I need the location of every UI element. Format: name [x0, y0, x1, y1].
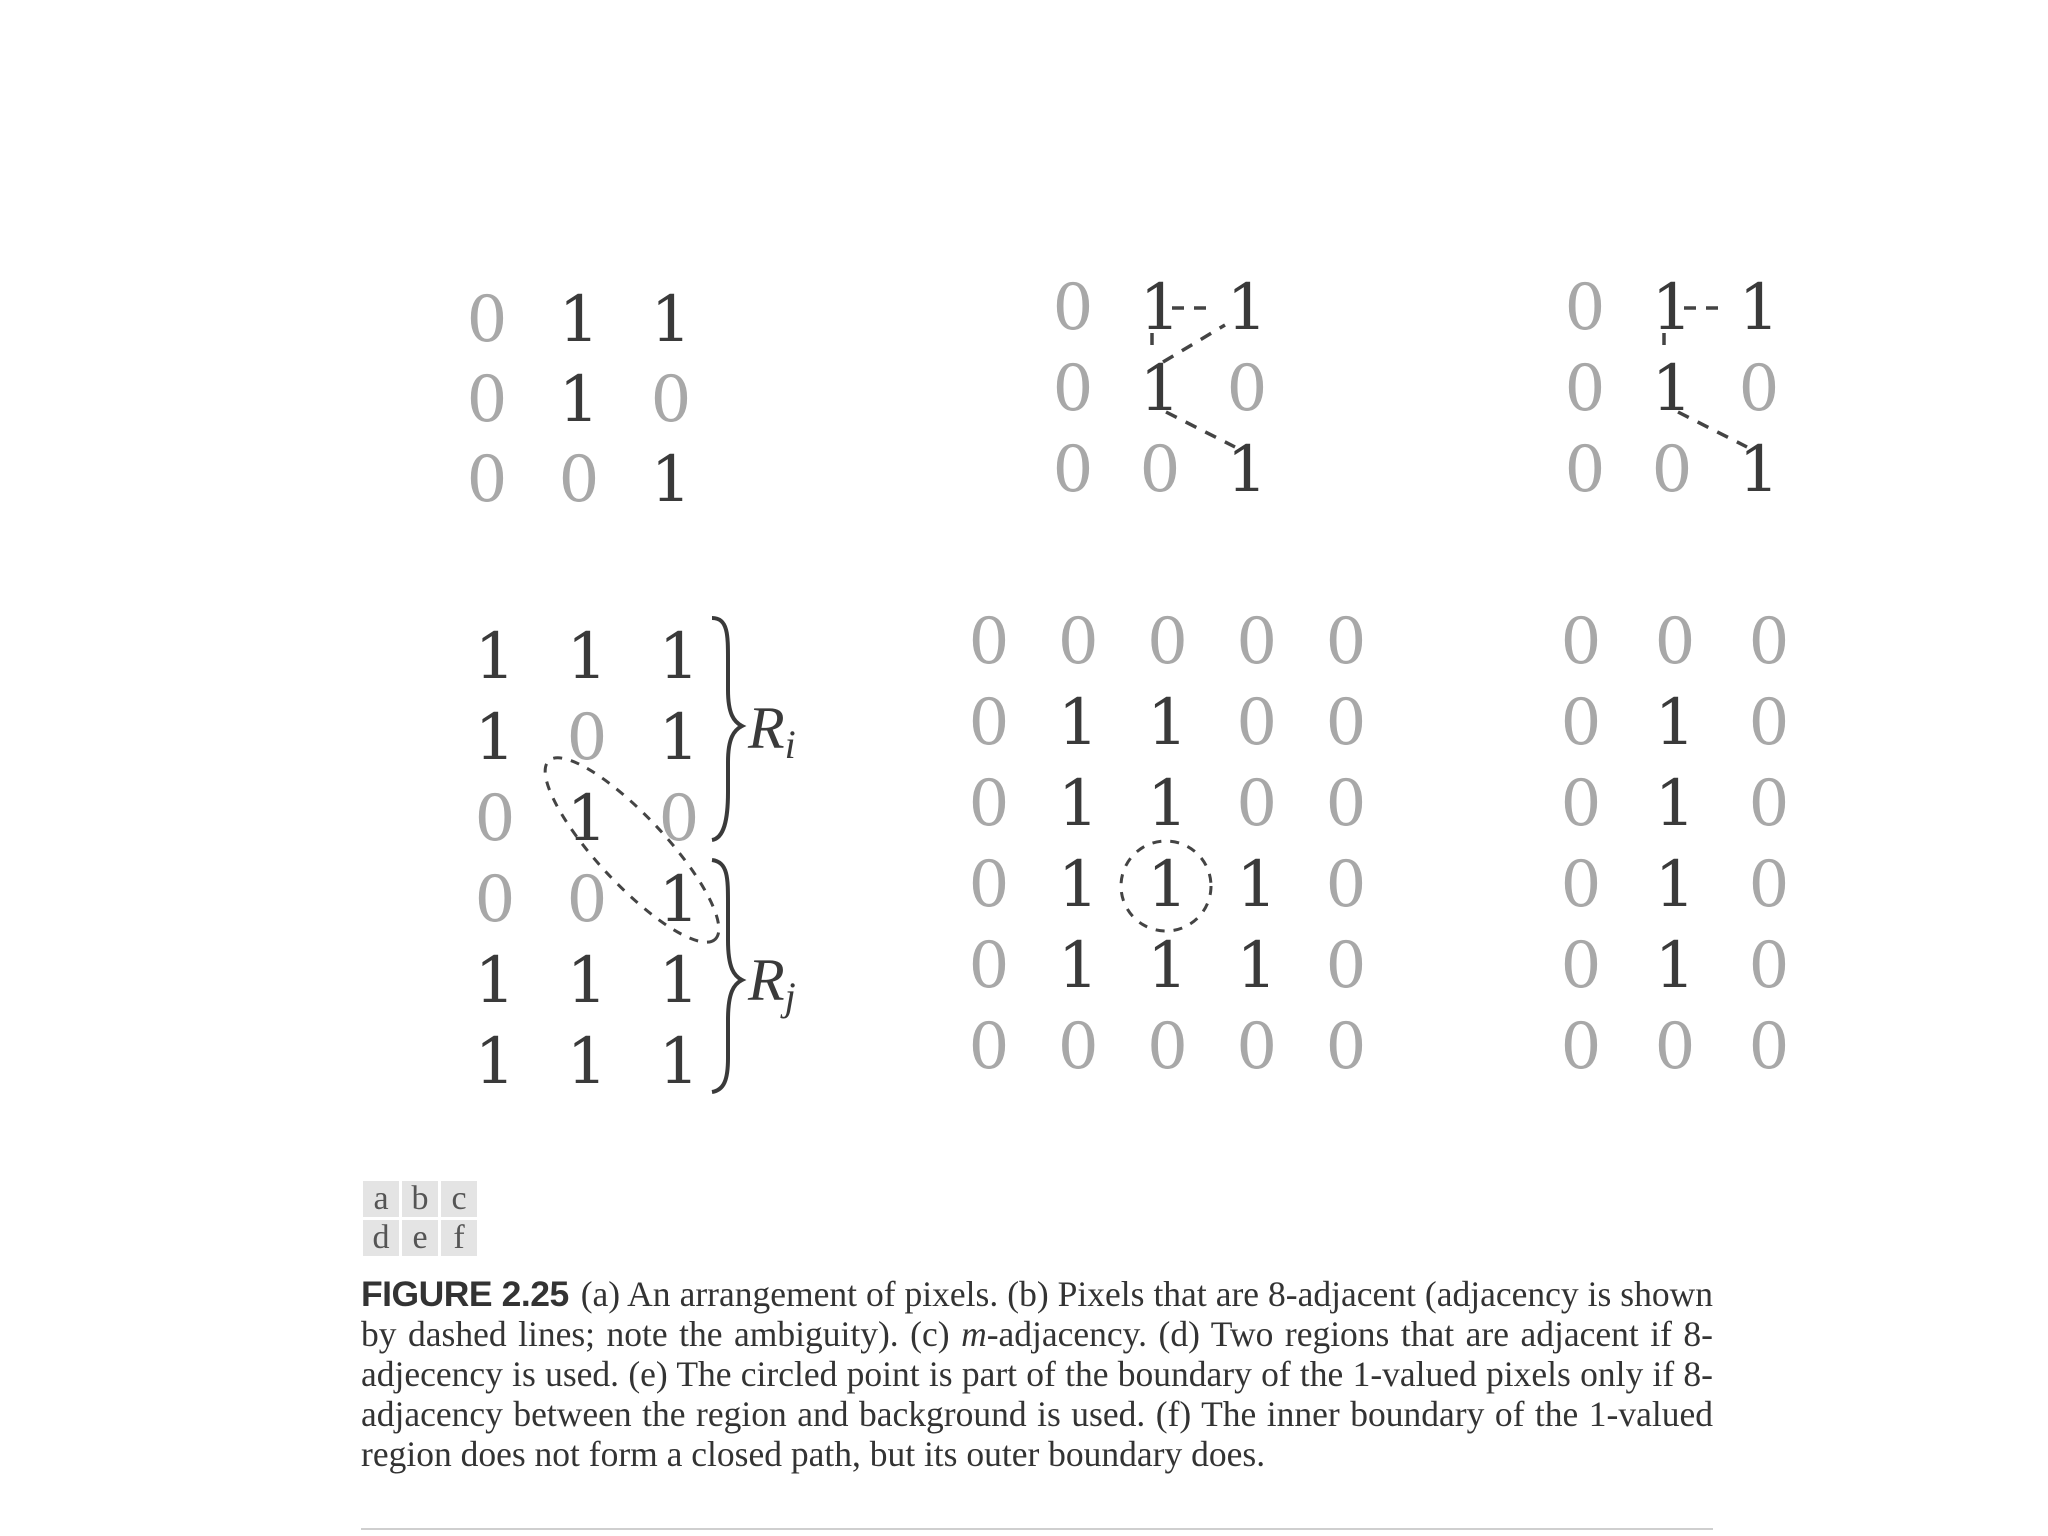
pixel-value: 0	[1147, 1010, 1188, 1084]
pixel-value: 0	[1564, 352, 1606, 426]
panel-e-grid	[969, 605, 1367, 1084]
panel-key-cell: d	[363, 1220, 399, 1256]
pixel-value: 0	[1325, 848, 1367, 922]
pixel-value: 0	[466, 283, 508, 357]
pixel-value: 1	[474, 701, 516, 775]
pixel-value: 1	[566, 782, 608, 856]
pixel-value: 0	[1560, 767, 1602, 841]
region-label-rj: $R_j$	[748, 947, 796, 1019]
pixel-value: 0	[1560, 605, 1602, 679]
pixel-value: 1	[658, 701, 700, 775]
pixel-value: 1	[1654, 686, 1696, 760]
pixel-value: 0	[650, 363, 692, 437]
caption-m-term: m	[961, 1314, 987, 1354]
pixel-value: 1	[1147, 686, 1188, 760]
pixel-value: 1	[658, 620, 700, 694]
pixel-value: 1	[1651, 271, 1693, 345]
pixel-value: 1	[566, 944, 608, 1018]
pixel-value: 0	[1560, 686, 1602, 760]
figure-label: FIGURE 2.25	[361, 1274, 569, 1314]
pixel-value: 1	[1057, 767, 1099, 841]
lower-brace	[712, 860, 742, 1092]
pixel-value: 0	[968, 929, 1010, 1003]
pixel-value: 1	[658, 1025, 700, 1099]
pixel-value: 1	[1139, 271, 1181, 345]
panel-key-cell: f	[441, 1220, 477, 1256]
pixel-value: 1	[474, 620, 516, 694]
pixel-value: 0	[1748, 686, 1790, 760]
pixel-value: 1	[1236, 848, 1278, 922]
pixel-value: 0	[1560, 848, 1602, 922]
pixel-value: 0	[1748, 1010, 1790, 1084]
pixel-value: 0	[1325, 605, 1367, 679]
pixel-value: 1	[1226, 271, 1268, 345]
figure-caption	[361, 1274, 1713, 1474]
panel-key-cell: a	[363, 1181, 399, 1217]
pixel-value: 1	[1139, 352, 1181, 426]
pixel-value: 1	[1147, 848, 1188, 922]
caption-text-part1: (a) An arrangement of pixels. (b) Pixels that are 8-adjacent (adjacency is shown by dashed lines; note the ambiguity). (c)	[361, 1274, 1713, 1354]
pixel-value: 0	[968, 1010, 1010, 1084]
pixel-value: 1	[1738, 433, 1780, 507]
pixel-value: 1	[1654, 767, 1696, 841]
panel-f-grid	[1561, 605, 1790, 1084]
pixel-value: 0	[466, 443, 508, 517]
pixel-value: 0	[1325, 929, 1367, 1003]
pixel-value: 0	[1057, 605, 1099, 679]
pixel-value: 0	[1139, 433, 1181, 507]
pixel-value: 0	[1325, 686, 1367, 760]
panel-key-cell: c	[441, 1181, 477, 1217]
panel-key	[360, 1178, 480, 1259]
panel-d-diagonal-ellipse	[524, 738, 740, 963]
pixel-value: 1	[1057, 848, 1099, 922]
pixel-value: 0	[1057, 1010, 1099, 1084]
pixel-value: 0	[1560, 1010, 1602, 1084]
pixel-value: 0	[968, 605, 1010, 679]
pixel-value: 0	[1738, 352, 1780, 426]
pixel-value: 1	[558, 363, 600, 437]
pixel-value: 0	[1236, 605, 1278, 679]
pixel-value: 1	[1654, 929, 1696, 1003]
caption-rule	[361, 1528, 1713, 1530]
pixel-value: 1	[566, 1025, 608, 1099]
pixel-value: 0	[1325, 767, 1367, 841]
pixel-value: 1	[1057, 686, 1099, 760]
pixel-value: 0	[466, 363, 508, 437]
pixel-value: 1	[658, 944, 700, 1018]
pixel-value: 0	[566, 863, 608, 937]
pixel-value: 0	[474, 863, 516, 937]
pixel-value: 0	[968, 848, 1010, 922]
pixel-value: 1	[474, 944, 516, 1018]
pixel-value: 0	[474, 782, 516, 856]
pixel-value: 0	[558, 443, 600, 517]
pixel-value: 0	[1748, 605, 1790, 679]
pixel-value: 0	[1236, 686, 1278, 760]
region-label-ri: $R_i$	[748, 695, 796, 767]
pixel-value: 1	[1226, 433, 1268, 507]
pixel-value: 0	[566, 701, 608, 775]
pixel-value: 1	[1654, 848, 1696, 922]
pixel-value: 0	[968, 686, 1010, 760]
pixel-value: 0	[1651, 433, 1693, 507]
panel-b-grid	[1053, 271, 1268, 507]
pixel-value: 0	[1325, 1010, 1367, 1084]
panel-d-grid	[475, 620, 700, 1099]
pixel-value: 0	[1052, 352, 1094, 426]
panel-d-braces	[712, 618, 742, 1092]
pixel-value: 1	[1057, 929, 1099, 1003]
pixel-grids	[467, 271, 1790, 1099]
pixel-value: 1	[474, 1025, 516, 1099]
pixel-value: 1	[650, 443, 692, 517]
pixel-value: 0	[1147, 605, 1188, 679]
pixel-value: 0	[1748, 767, 1790, 841]
pixel-value: 0	[1748, 848, 1790, 922]
pixel-value: 1	[1738, 271, 1780, 345]
panel-key-cell: e	[402, 1220, 438, 1256]
pixel-value: 0	[1052, 433, 1094, 507]
pixel-value: 1	[658, 863, 700, 937]
pixel-value: 0	[1654, 1010, 1696, 1084]
pixel-value: 0	[1654, 605, 1696, 679]
pixel-value: 1	[1147, 929, 1188, 1003]
pixel-value: 0	[658, 782, 700, 856]
pixel-value: 0	[1052, 271, 1094, 345]
pixel-value: 1	[566, 620, 608, 694]
panel-c-grid	[1565, 271, 1780, 507]
pixel-value: 0	[1564, 271, 1606, 345]
pixel-value: 0	[1236, 767, 1278, 841]
pixel-value: 0	[968, 767, 1010, 841]
panel-a-grid	[467, 283, 692, 517]
pixel-value: 1	[1236, 929, 1278, 1003]
upper-brace	[712, 618, 742, 840]
pixel-value: 1	[650, 283, 692, 357]
pixel-value: 0	[1236, 1010, 1278, 1084]
pixel-value: 1	[558, 283, 600, 357]
pixel-value: 1	[1147, 767, 1188, 841]
pixel-value: 0	[1748, 929, 1790, 1003]
pixel-value: 1	[1651, 352, 1693, 426]
caption-text-part2: -adjacency. (d) Two regions that are adjacent if 8-adjecency is used. (e) The circled point is part of the boundary of the 1-valued pixels only if 8-adjacency between the region and background is used. (f) The inner boundary of the 1-valued region does not form a closed path, but its outer boundary does.	[361, 1314, 1713, 1474]
panel-key-cell: b	[402, 1181, 438, 1217]
pixel-value: 0	[1226, 352, 1268, 426]
pixel-value: 0	[1564, 433, 1606, 507]
pixel-value: 0	[1560, 929, 1602, 1003]
